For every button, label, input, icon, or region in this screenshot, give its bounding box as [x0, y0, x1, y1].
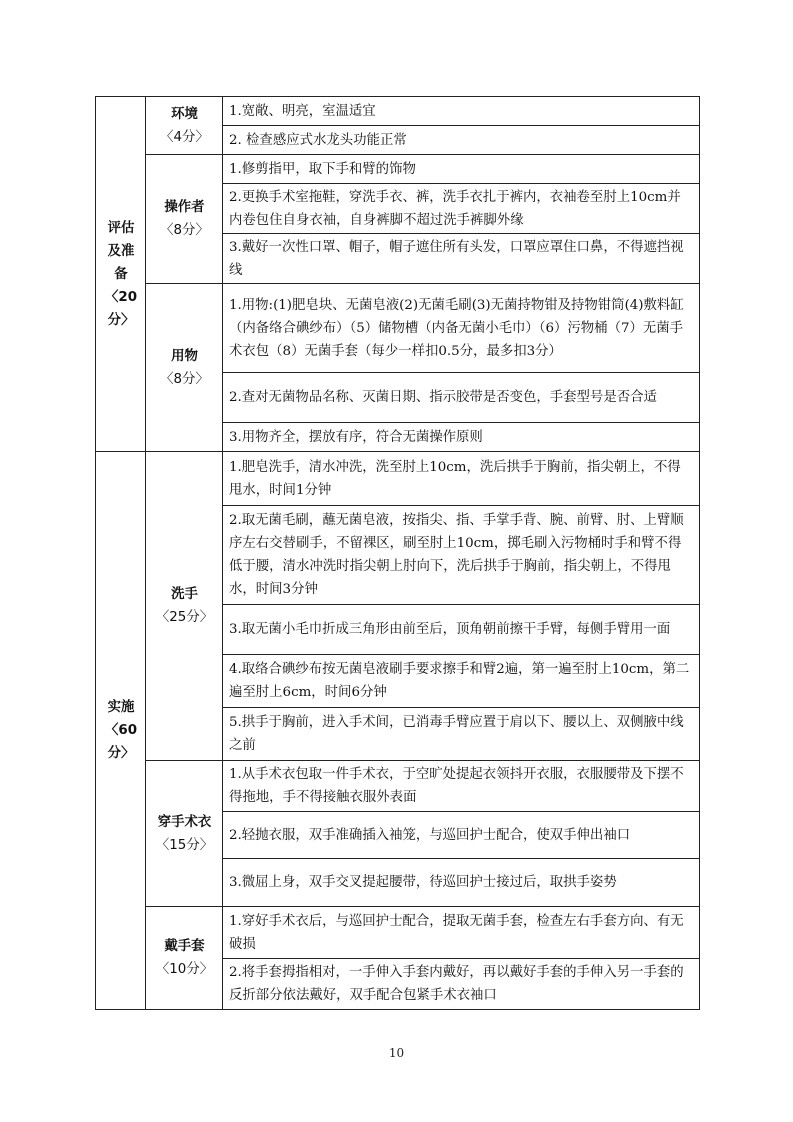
category-operator [146, 155, 223, 284]
category-gown [146, 761, 223, 907]
category-handwash [146, 452, 223, 761]
operator-label: 操作者 [164, 200, 205, 215]
criterion-operator-3: 3.戴好一次性口罩、帽子，帽子遮住所有头发，口罩应罩住口鼻，不得遮挡视线 [223, 234, 700, 284]
criterion-gown-2: 2.轻抛衣服，双手准确插入袖笼，与巡回护士配合，使双手伸出袖口 [223, 812, 700, 859]
criterion-gown-3: 3.微屈上身，双手交叉提起腰带，待巡回护士接过后，取拱手姿势 [223, 859, 700, 907]
environment-score: 〈4分〉 [160, 129, 209, 145]
section-impl-score: 〈60分〉 [104, 723, 138, 761]
criterion-operator-2: 2.更换手术室拖鞋，穿洗手衣、裤，洗手衣扎于裤内，衣袖卷至肘上10cm并内卷包住自身衣袖，自身裤脚不超过洗手裤脚外缘 [223, 184, 700, 234]
page-number: 10 [388, 1046, 405, 1060]
supplies-score: 〈8分〉 [160, 371, 209, 387]
criterion-env-1: 1.宽敞、明亮，室温适宜 [223, 97, 700, 126]
criterion-handwash-4: 4.取络合碘纱布按无菌皂液刷手要求擦手和臂2遍，第一遍至肘上10cm，第二遍至肘上6cm，时间6分钟 [223, 655, 700, 708]
section-prep-label: 评估及准备 [107, 220, 135, 282]
handwash-score: 〈25分〉 [155, 610, 214, 625]
criterion-supplies-3: 3.用物齐全，摆放有序，符合无菌操作原则 [223, 423, 700, 452]
category-supplies [146, 284, 223, 452]
section-impl-label: 实施 [107, 700, 135, 715]
gloves-score: 〈10分〉 [155, 962, 214, 977]
criterion-supplies-2: 2.查对无菌物品名称、灭菌日期、指示胶带是否变色，手套型号是否合适 [223, 373, 700, 423]
assessment-table [95, 96, 700, 1010]
gown-score: 〈15分〉 [155, 837, 214, 853]
criterion-gloves-2: 2.将手套拇指相对，一手伸入手套内戴好，再以戴好手套的手伸入另一手套的反折部分依法戴好，双手配合包紧手术衣袖口 [223, 959, 700, 1010]
criterion-handwash-3: 3.取无菌小毛巾折成三角形由前至后，顶角朝前擦干手臂，每侧手臂用一面 [223, 605, 700, 655]
criterion-handwash-2: 2.取无菌毛刷，蘸无菌皂液，按指尖、指、手掌手背、腕、前臂、肘、上臂顺序左右交替刷手，不留裸区，刷至肘上10cm，掷毛刷入污物桶时手和臂不得低于腰，清水冲洗时指尖朝上肘向下，洗后拱手于胸前，指尖朝上，不得甩水，时间3分钟 [223, 506, 700, 605]
criterion-gloves-1: 1.穿好手术衣后，与巡回护士配合，提取无菌手套，检查左右手套方向、有无破损 [223, 907, 700, 959]
criterion-supplies-1: 1.用物:(1)肥皂块、无菌皂液(2)无菌毛刷(3)无菌持物钳及持物钳筒(4)敷料缸（内备络合碘纱布）（5）储物槽（内备无菌小毛巾）（6）污物桶（7）无菌手术衣包（8）无菌手套（每少一样扣0.5分，最多扣3分） [223, 284, 700, 373]
category-environment [146, 97, 223, 155]
criterion-handwash-5: 5.拱手于胸前，进入手术间，已消毒手臂应置于肩以下、腰以上、双侧腋中线之前 [223, 708, 700, 761]
section-impl [96, 452, 146, 1010]
supplies-label: 用物 [171, 348, 198, 364]
section-prep [96, 97, 146, 452]
criterion-env-2: 2. 检查感应式水龙头功能正常 [223, 126, 700, 155]
section-prep-score: 〈20分〉 [104, 289, 138, 328]
gloves-label: 戴手套 [164, 939, 205, 954]
operator-score: 〈8分〉 [160, 223, 209, 238]
criterion-gown-1: 1.从手术衣包取一件手术衣，于空旷处提起衣领抖开衣服，衣服腰带及下摆不得拖地，手不得接触衣服外表面 [223, 761, 700, 812]
category-gloves [146, 907, 223, 1010]
handwash-label: 洗手 [171, 587, 198, 602]
environment-label: 环境 [171, 106, 198, 122]
criterion-operator-1: 1.修剪指甲，取下手和臂的饰物 [223, 155, 700, 184]
criterion-handwash-1: 1.肥皂洗手，清水冲洗，洗至肘上10cm，洗后拱手于胸前，指尖朝上，不得甩水，时间1分钟 [223, 452, 700, 506]
gown-label: 穿手术衣 [157, 814, 212, 830]
